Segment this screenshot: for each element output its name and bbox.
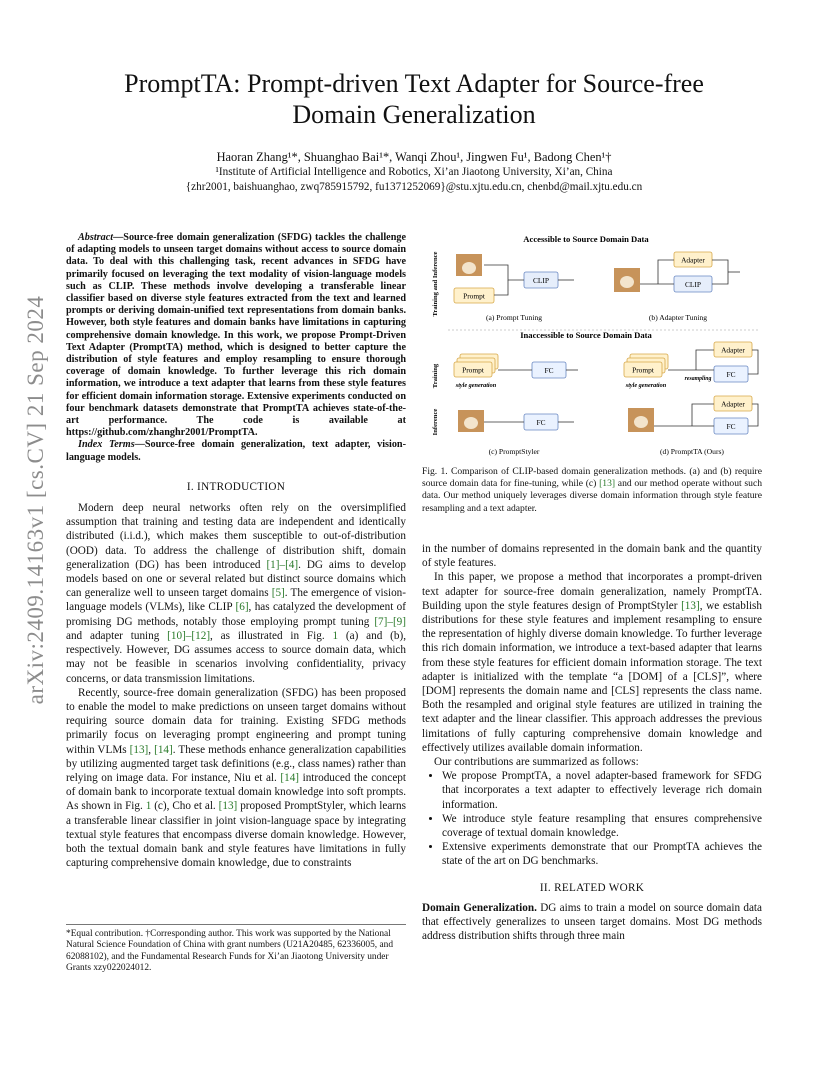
left-column — [66, 232, 406, 870]
fc-box-label: FC — [544, 366, 554, 375]
paper-title — [80, 68, 748, 130]
side-label-inference: Inference — [432, 408, 439, 436]
figure-link[interactable]: 1 — [332, 629, 339, 642]
affiliation: ¹Institute of Artificial Intelligence and Robotics, Xi’an Jiaotong University, Xi’an, China — [215, 166, 613, 178]
figure-link[interactable]: 1 — [145, 800, 152, 813]
prompt-box-label: Prompt — [462, 365, 484, 375]
prompt-box-label: Prompt — [632, 365, 654, 375]
contribution-item: • We propose PromptTA, a novel adapter-based framework for SFDG that incorporates a text adapter to effectively leverage rich domain information. — [442, 769, 762, 812]
footnote: *Equal contribution. †Corresponding author. This work was supported by the National Natural Science Foundation of China with grant numbers (U21A20485, 62336005, and 62088102), and the Fundamental Research Funds for Xi’an Jiaotong University under Grants xzy022024012. — [66, 924, 406, 975]
fc-box-label: FC — [536, 418, 546, 427]
header-accessible: Accessible to Source Domain Data — [523, 234, 649, 244]
fc-box-label: FC — [726, 370, 736, 379]
index-terms — [66, 439, 406, 463]
intro-paragraph-2: Recently, source-free domain generalization (SFDG) has been proposed to enable the model to make predictions on unseen target domains without requiring source domain data for training. Existing SFDG methods primarily focus on leveraging prompt engineering and prompt tuning within VLMs [13], [14]. These methods enhance generalization capabilities by utilizing augmented target task definitions (e.g., class names) rather than relying on image data. For instance, Niu et al. [14] introduced the concept of domain bank to incorporate textual domain knowledge into soft prompts. As shown in Fig. 1 (c), Cho et al. [13] proposed PromptStyler, which learns a transferable linear classifier in joint vision-language space by integrating textual style features that encompass diverse domain knowledge. However, both the textual domain bank and style features have limitations in fully capturing comprehensive domain knowledge, due to constraints — [66, 686, 407, 870]
section-heading-introduction: I. INTRODUCTION — [186, 480, 286, 493]
citation-link[interactable]: [6] — [235, 601, 249, 614]
intro-paragraph-1: Modern deep neural networks often rely on the oversimplified assumption that training and testing data are independent and identically distributed (i.i.d.), which makes them susceptible to out-of-distribution (OOD) data. To address the challenge of distribution shift, domain generalization (DG) has been introduced [1]–[4]. DG aims to develop models based on one or several related but distinct source domains which can generalize well to unseen target domains [5]. The emergence of vision-language models (VLMs), like CLIP [6], has catalyzed the development of promising DG methods, notably those employing prompt tuning [7]–[9] and adapter tuning [10]–[12], as illustrated in Fig. 1 (a) and (b), respectively. However, DG assumes access to source domain data, which may not be feasible in scenarios involving confidentiality, privacy concerns, or data transmission limitations. — [66, 502, 407, 685]
fc-box-label: FC — [726, 422, 736, 431]
related-work-paragraph: Domain Generalization. DG aims to train a model on source domain data that effectively generalizes to unseen target domains. Most DG methods address distribution shifts through three main — [422, 901, 762, 943]
citation-link[interactable]: [14] — [280, 771, 300, 784]
contribution-item: • We introduce style feature resampling that ensures comprehensive coverage of textual domain knowledge. — [442, 812, 762, 840]
section-heading-related-work: II. RELATED WORK — [539, 881, 645, 894]
arxiv-watermark — [14, 290, 58, 710]
clip-box-label: CLIP — [684, 280, 702, 289]
adapter-box-label: Adapter — [721, 399, 745, 409]
panel-a — [454, 254, 574, 322]
author-emails: {zhr2001, baishuanghao, zwq785915792, fu1371252069}@stu.xjtu.edu.cn, chenbd@mail.xjtu.edu.cn — [185, 181, 643, 193]
figure-1 — [428, 232, 764, 458]
contribution-item: • Extensive experiments demonstrate that our PromptTA achieves the state of the art on DG benchmarks. — [442, 840, 762, 868]
related-work-lead: Domain Generalization. — [422, 901, 537, 914]
index-terms-body: —Source-free domain generalization, text adapter, vision-language models. — [66, 439, 406, 463]
citation-link[interactable]: [13] — [218, 800, 238, 813]
clip-box-label: CLIP — [532, 276, 550, 285]
citation-link[interactable]: [7]–[9] — [374, 615, 406, 628]
adapter-box-label: Adapter — [721, 345, 745, 355]
panel-b — [614, 252, 740, 322]
header-inaccessible: Inaccessible to Source Domain Data — [520, 330, 652, 340]
author-list: Haoran Zhang¹*, Shuanghao Bai¹*, Wanqi Zhou¹, Jingwen Fu¹, Badong Chen¹† — [216, 150, 612, 164]
subcaption-d: (d) PromptTA (Ours) — [660, 447, 724, 456]
right-column — [422, 542, 762, 943]
resampling-label: resampling — [684, 376, 712, 382]
prompt-box-label: Prompt — [463, 291, 485, 301]
subcaption-b: (b) Adapter Tuning — [648, 313, 708, 322]
figure-1-caption: Fig. 1. Comparison of CLIP-based domain generalization methods. (a) and (b) require source domain data for fine-tuning, while (c) [13] and our method operate without such data. Our method uniquely leverages diverse domain information through style feature resampling and a text adapter. — [422, 466, 763, 514]
panel-c — [454, 354, 578, 456]
citation-link[interactable]: [1]–[4] — [266, 558, 299, 571]
citation-link[interactable]: [10]–[12] — [167, 629, 211, 642]
side-label-train-infer: Training and Inference — [432, 251, 439, 317]
right-paragraph-0: in the number of domains represented in the domain bank and the quantity of style features. — [422, 543, 762, 570]
subcaption-c: (c) PromptStyler — [488, 447, 540, 456]
arxiv-watermark-text: arXiv:2409.14163v1 [cs.CV] 21 Sep 2024 — [23, 295, 48, 705]
style-generation-label: style generation — [455, 382, 497, 389]
paper-title-line-2: Domain Generalization — [292, 100, 536, 129]
citation-link[interactable]: [13] — [129, 743, 149, 756]
figure-1-diagram — [428, 232, 764, 458]
citation-link[interactable]: [13] — [681, 599, 700, 612]
paper-title-line-1: PromptTA: Prompt-driven Text Adapter for Source-free — [124, 69, 704, 98]
right-paragraph-2: Our contributions are summarized as follows: — [434, 756, 639, 769]
citation-link[interactable]: [13] — [599, 478, 616, 490]
abstract — [66, 232, 406, 439]
side-label-training: Training — [432, 363, 439, 389]
contribution-list — [422, 769, 762, 868]
subcaption-a: (a) Prompt Tuning — [485, 313, 543, 322]
citation-link[interactable]: [14] — [154, 743, 173, 756]
index-terms-lead: Index Terms — [78, 439, 135, 451]
citation-link[interactable]: [5] — [271, 587, 285, 600]
panel-d — [624, 342, 758, 456]
right-paragraph-1: In this paper, we propose a method that incorporates a prompt-driven text adapter for source-free domain generalization, namely PromptTA. Building upon the style features design of PromptStyler [13], we establish distributions for these style features and implement resampling to ensure the representation of highly diverse domain knowledge. To further leverage this rich domain information, we introduce a text-based adapter that learns from these style features for efficient domain information storage. The text adapter is initialized with the template “a [DOM] of a [CLS]”, where [DOM] represents the domain name and [CLS] represents the class name. Both the resampled and original style features are utilized in training the text adapter and the linear classifier. This approach addresses the previous limitations of fully capturing comprehensive domain knowledge and effectively utilizes available domain information. — [422, 571, 762, 754]
abstract-lead: Abstract — [78, 232, 114, 243]
adapter-box-label: Adapter — [681, 255, 705, 265]
style-generation-label: style generation — [625, 382, 667, 389]
abstract-body: —Source-free domain generalization (SFDG) tackles the challenge of adapting models to unseen target domains without access to source domain data. To deal with this challenging task, recent advances in SFDG have primarily focused on leveraging the text modality of vision-language models such as CLIP. These methods involve developing a transferable linear classifier based on diverse style features extracted from the text and learned prompts or deriving domain-unified text representations from domain banks. However, both style features and domain banks have limitations in capturing comprehensive domain knowledge. In this work, we propose Prompt-Driven Text Adapter (PromptTA) method, which is designed to better capture the distribution of style features and employ resampling to ensure thorough coverage of domain knowledge. To further leverage this rich domain information, we introduce a text adapter that learns from these style features for efficient domain information storage. Extensive experiments conducted on four benchmark datasets demonstrate that PromptTA achieves state-of-the-art performance. The code is available at https://github.com/zhanghr2001/PromptTA. — [66, 232, 406, 439]
